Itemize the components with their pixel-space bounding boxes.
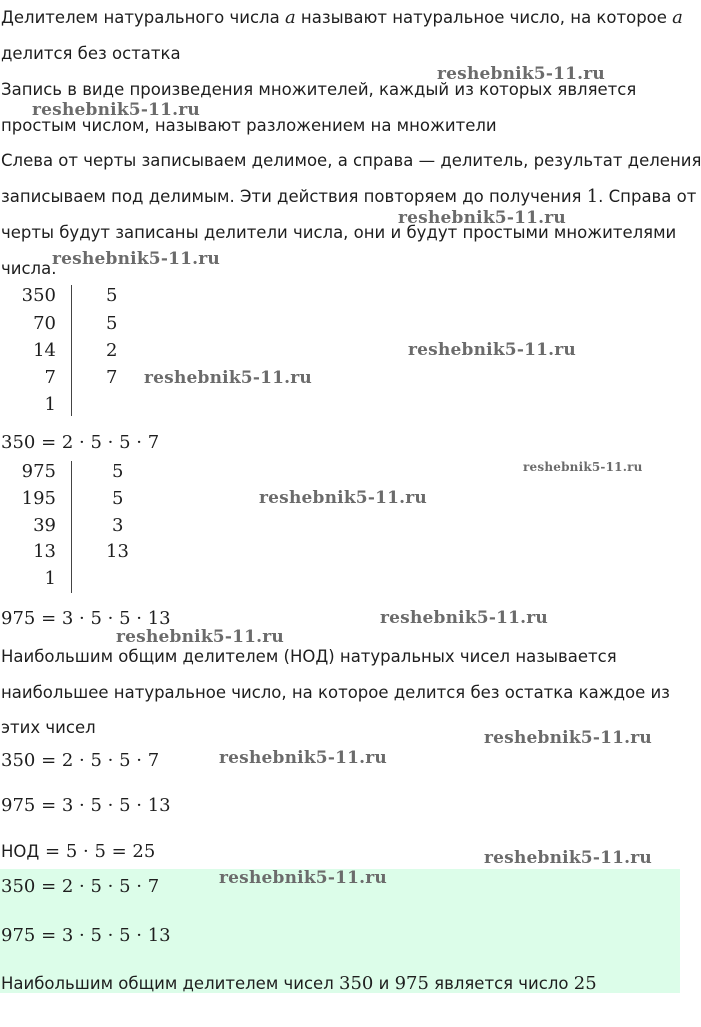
gcd-expression: = 5 · 5 = 25 <box>39 841 156 862</box>
gcd-definition-line2: наибольшее натуральное число, на которое делится без остатка каждое из <box>1 683 670 702</box>
ladder-row <box>0 541 200 567</box>
watermark: reshebnik5-11.ru <box>484 848 652 868</box>
answer-conclusion <box>1 973 597 995</box>
ladder-row <box>0 340 200 366</box>
gcd-calc-eq1: 350 = 2 · 5 · 5 · 7 <box>1 750 160 771</box>
watermark: reshebnik5-11.ru <box>408 340 576 360</box>
watermark: reshebnik5-11.ru <box>219 748 387 768</box>
ladder-row <box>0 488 200 514</box>
dividend: 195 <box>21 488 56 509</box>
ladder-row <box>0 515 200 541</box>
text: записываем под делимым. Эти действия повторяем до получения <box>1 187 587 206</box>
divisor: 5 <box>106 285 118 306</box>
dividend: 70 <box>33 313 56 334</box>
dividend: 7 <box>44 367 56 388</box>
watermark: reshebnik5-11.ru <box>259 488 427 508</box>
watermark: reshebnik5-11.ru <box>52 249 220 269</box>
method-line1: Слева от черты записываем делимое, а справа — делитель, результат деления <box>1 151 701 170</box>
watermark: reshebnik5-11.ru <box>32 100 200 120</box>
ladder-row <box>0 461 200 487</box>
dividend: 14 <box>33 340 56 361</box>
number: 25 <box>573 973 597 994</box>
gcd-definition-line3: этих чисел <box>1 718 96 737</box>
gcd-calc-eq2: 975 = 3 · 5 · 5 · 13 <box>1 795 171 816</box>
factorization-definition-line2: простым числом, называют разложением на множители <box>1 116 497 135</box>
divisor: 3 <box>112 515 124 536</box>
text: . Справа от <box>598 187 697 206</box>
gcd-calc-result <box>1 841 155 863</box>
method-line2 <box>1 186 696 208</box>
factorization-975: 975 = 3 · 5 · 5 · 13 <box>1 608 171 629</box>
method-line3: черты будут записаны делители числа, они и будут простыми множителями <box>1 223 677 242</box>
dividend: 350 <box>21 285 56 306</box>
watermark: reshebnik5-11.ru <box>144 368 312 388</box>
variable-a: a <box>284 7 296 28</box>
dividend: 975 <box>21 461 56 482</box>
gcd-label: НОД <box>1 842 40 861</box>
number: 1 <box>586 186 599 207</box>
factorization-350: 350 = 2 · 5 · 5 · 7 <box>1 432 160 453</box>
ladder-row <box>0 285 200 311</box>
text: является число <box>428 974 574 993</box>
number: 350 <box>339 973 374 994</box>
method-line4: числа. <box>1 259 57 278</box>
text: Делителем натурального числа <box>1 8 285 27</box>
divisor: 5 <box>112 461 124 482</box>
gcd-definition-line1: Наибольшим общим делителем (НОД) натуральных чисел называется <box>1 647 617 666</box>
text: называют натуральное число, на которое <box>295 8 673 27</box>
ladder-row <box>0 568 200 594</box>
watermark: reshebnik5-11.ru <box>437 64 605 84</box>
number: 975 <box>394 973 429 994</box>
answer-eq2: 975 = 3 · 5 · 5 · 13 <box>1 925 171 946</box>
ladder-row <box>0 313 200 339</box>
divisor: 7 <box>106 367 118 388</box>
answer-eq1: 350 = 2 · 5 · 5 · 7 <box>1 876 160 897</box>
watermark: reshebnik5-11.ru <box>116 627 284 647</box>
text: Наибольшим общим делителем чисел <box>1 974 339 993</box>
dividend: 13 <box>33 541 56 562</box>
watermark: reshebnik5-11.ru <box>380 608 548 628</box>
divisor: 5 <box>106 313 118 334</box>
dividend: 1 <box>44 394 56 415</box>
divisor: 2 <box>106 340 118 361</box>
divisor: 13 <box>106 541 129 562</box>
dividend: 39 <box>33 515 56 536</box>
watermark: reshebnik5-11.ru <box>219 868 387 888</box>
definition-divisor-line1 <box>1 7 683 29</box>
watermark: reshebnik5-11.ru <box>484 728 652 748</box>
definition-divisor-line2: делится без остатка <box>1 44 181 63</box>
text: и <box>373 974 395 993</box>
divisor: 5 <box>112 488 124 509</box>
watermark: reshebnik5-11.ru <box>398 208 566 228</box>
watermark: reshebnik5-11.ru <box>523 460 643 474</box>
variable-a: a <box>672 7 683 28</box>
dividend: 1 <box>44 568 56 589</box>
ladder-row <box>0 394 200 420</box>
factorization-definition-line1: Запись в виде произведения множителей, каждый из которых является <box>1 80 637 99</box>
